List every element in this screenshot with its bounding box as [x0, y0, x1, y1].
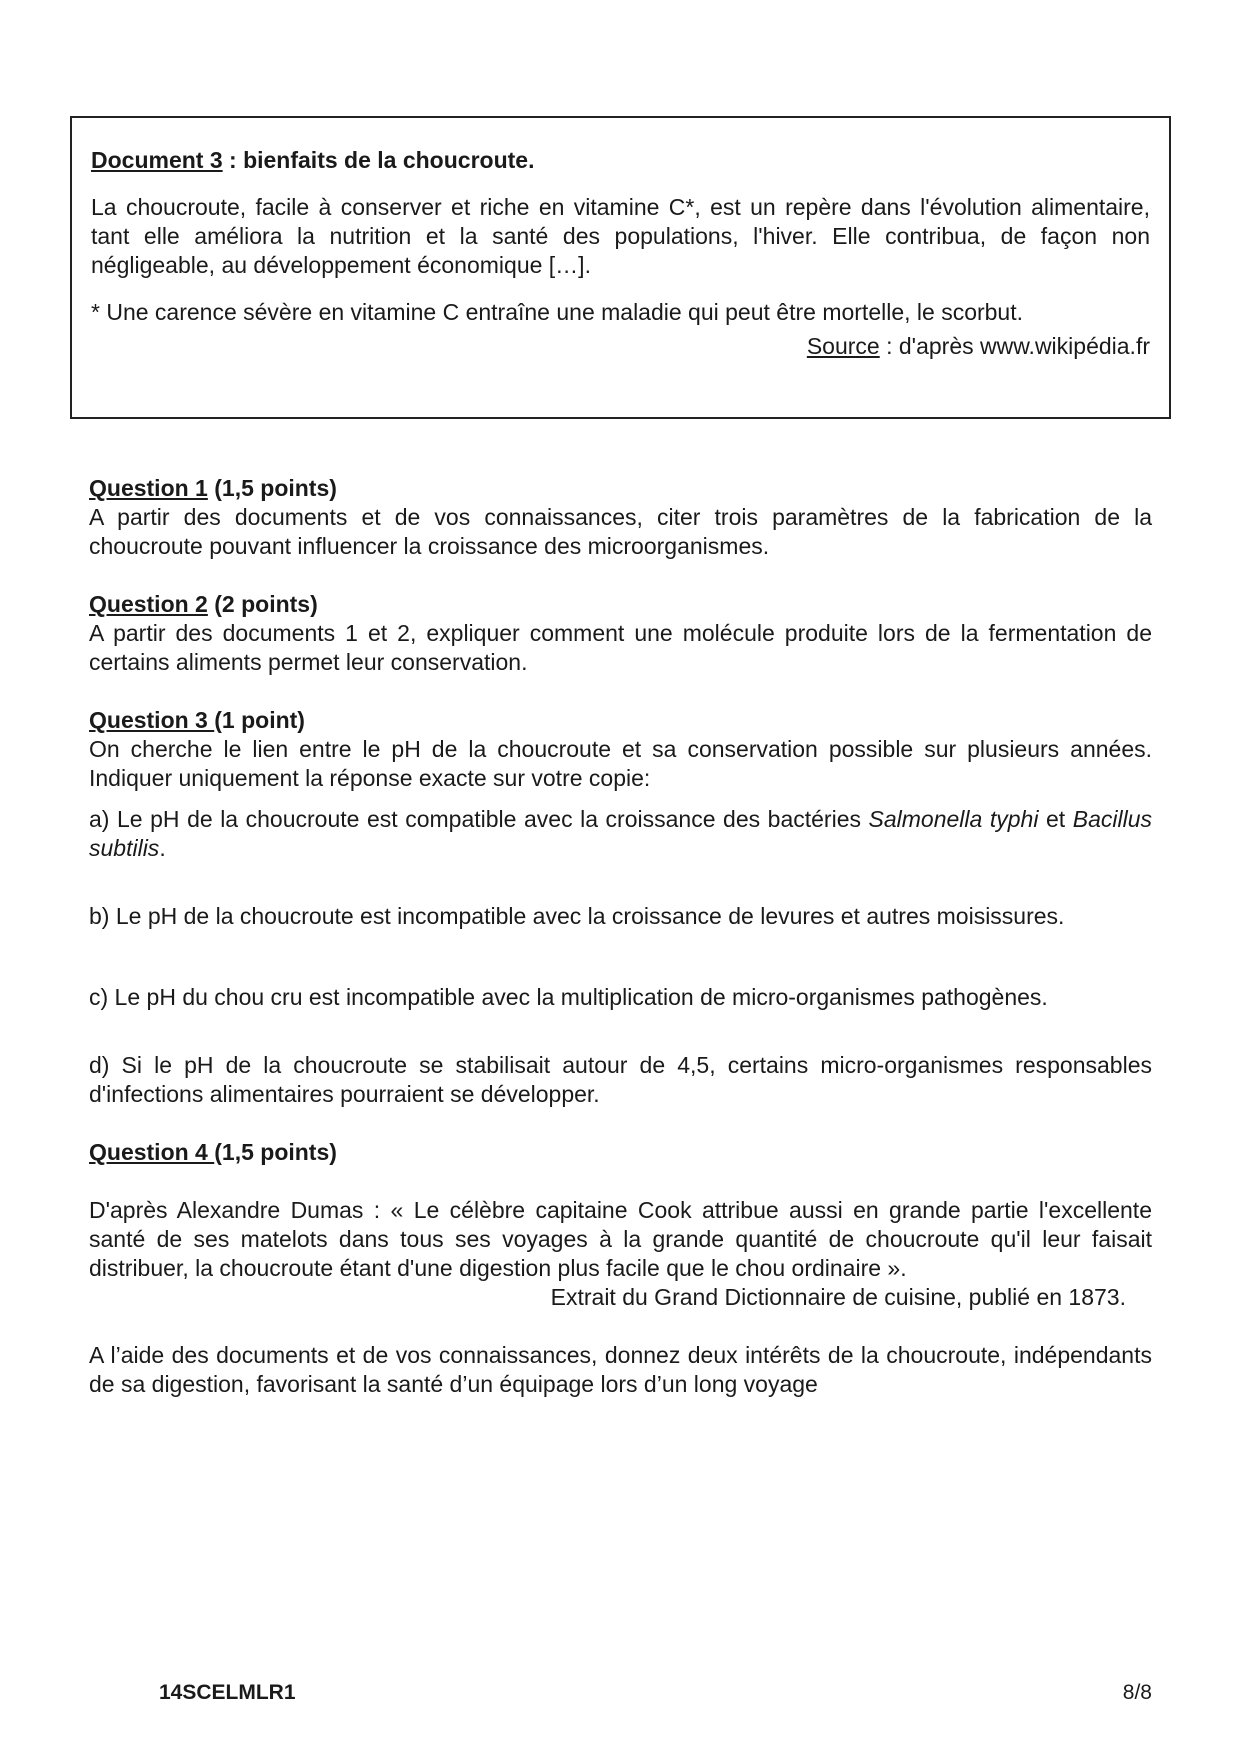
document-3-title: [91, 146, 1150, 175]
question-3-option-a: [89, 805, 1152, 863]
question-2: [89, 590, 1152, 677]
question-3-option-c: c) Le pH du chou cru est incompatible avec la multiplication de micro-organismes pathogènes.: [89, 984, 1048, 1010]
question-2-label: Question 2: [89, 591, 208, 617]
document-3-box: [70, 116, 1171, 419]
question-2-title: [89, 590, 1152, 619]
document-3-title-text: : bienfaits de la choucroute.: [222, 147, 535, 173]
question-3-option-b: b) Le pH de la choucroute est incompatible avec la croissance de levures et autres moisissures.: [89, 903, 1065, 929]
question-2-points: (2 points): [207, 591, 318, 617]
question-1-points: (1,5 points): [207, 475, 337, 501]
document-3-footnote: * Une carence sévère en vitamine C entraîne une maladie qui peut être mortelle, le scorbut.: [91, 299, 1024, 325]
option-a-species-2: Bacillus subtilis: [89, 806, 1152, 861]
question-2-text: A partir des documents 1 et 2, expliquer comment une molécule produite lors de la fermentation de certains aliments permet leur conservation.: [89, 620, 1152, 675]
option-a-end: .: [159, 835, 166, 861]
question-1-text: A partir des documents et de vos connaissances, citer trois paramètres de la fabrication de la choucroute pouvant influencer la croissance des microorganismes.: [89, 504, 1152, 559]
question-4: [89, 1138, 1152, 1399]
document-3-label: Document 3: [91, 147, 223, 173]
question-4-task: A l’aide des documents et de vos connaissances, donnez deux intérêts de la choucroute, indépendants de sa digestion, favorisant la santé d’un équipage lors d’un long voyage: [89, 1342, 1152, 1397]
questions-section: [89, 474, 1152, 1399]
option-a-prefix: a) Le pH de la choucroute est compatible avec la croissance des bactéries: [89, 806, 869, 832]
question-1-title: [89, 474, 1152, 503]
question-4-points: (1,5 points): [214, 1139, 337, 1165]
question-3-points: (1 point): [214, 707, 305, 733]
question-4-label: Question 4: [89, 1139, 215, 1165]
question-3-label: Question 3: [89, 707, 215, 733]
question-1: [89, 474, 1152, 561]
source-label: Source: [806, 333, 880, 359]
question-1-label: Question 1: [89, 475, 208, 501]
question-3-option-d: d) Si le pH de la choucroute se stabilisait autour de 4,5, certains micro-organismes responsables d'infections alimentaires pourraient se développer.: [89, 1052, 1152, 1107]
question-4-quote: D'après Alexandre Dumas : « Le célèbre capitaine Cook attribue aussi en grande partie l'excellente santé de ses matelots dans tous ses voyages à la grande quantité de choucroute qu'il leur faisait distribuer, la choucroute étant d'une digestion plus facile que le chou ordinaire ».: [89, 1197, 1152, 1281]
footer-exam-code: 14SCELMLR1: [159, 1681, 296, 1704]
question-3-title: [89, 706, 1152, 735]
question-4-title: [89, 1138, 1152, 1167]
document-3-paragraph: La choucroute, facile à conserver et riche en vitamine C*, est un repère dans l'évolution alimentaire, tant elle améliora la nutrition et la santé des populations, l'hiver. Elle contribua, de façon non négligeable, au développement économique […].: [91, 194, 1150, 278]
footer-page-number: 8/8: [1122, 1681, 1152, 1704]
question-3-text: On cherche le lien entre le pH de la choucroute et sa conservation possible sur plusieurs années. Indiquer uniquement la réponse exacte sur votre copie:: [89, 736, 1152, 791]
source-text: : d'après www.wikipédia.fr: [879, 333, 1150, 359]
question-4-quote-source: Extrait du Grand Dictionnaire de cuisine, publié en 1873.: [550, 1284, 1126, 1310]
question-3: [89, 706, 1152, 1109]
option-a-species-1: Salmonella typhi: [868, 806, 1039, 832]
option-a-mid: et: [1038, 806, 1073, 832]
document-3-source: [91, 332, 1150, 361]
